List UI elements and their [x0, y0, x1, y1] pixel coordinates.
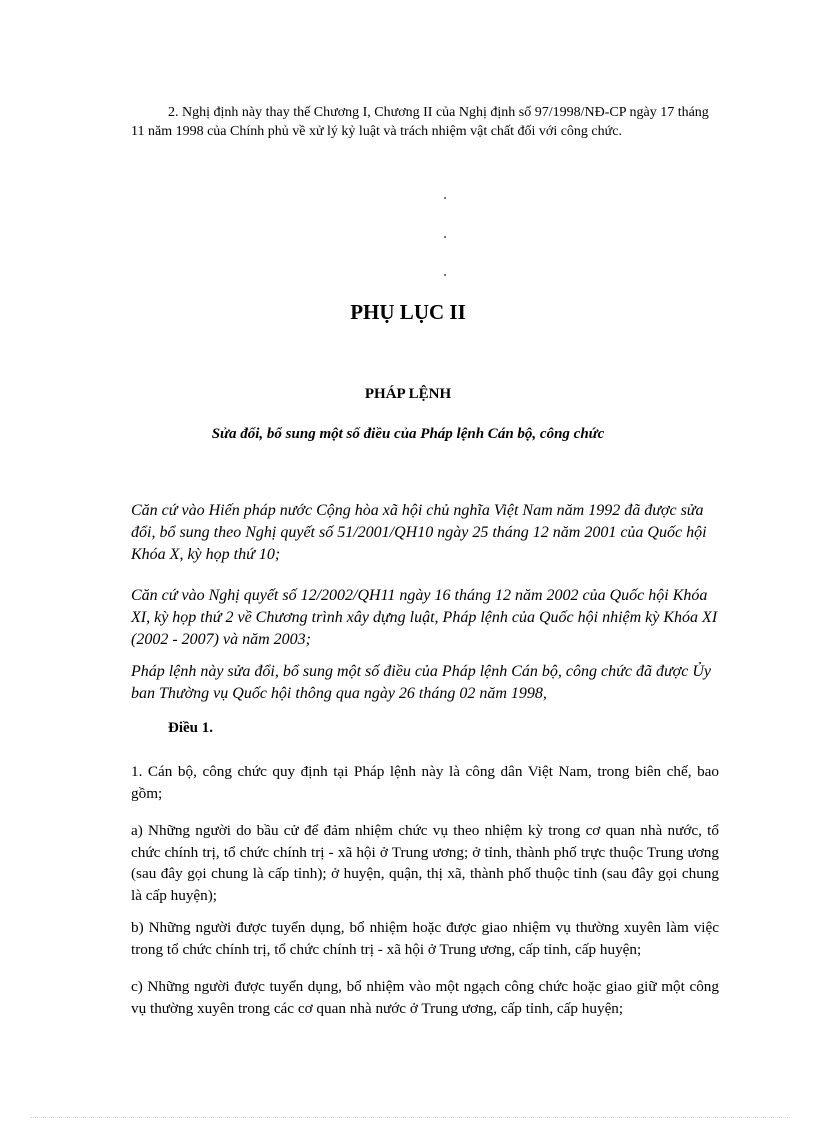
- article-1-heading-block: [131, 720, 719, 737]
- intro-text: 2. Nghị định này thay thế Chương I, Chương II của Nghị định số 97/1998/NĐ-CP ngày 17 tháng 11 năm 1998 của Chính phủ về xử lý kỷ luật và trách nhiệm vật chất đối với công chức.: [131, 105, 709, 139]
- preamble-text: Căn cứ vào Nghị quyết số 12/2002/QH11 ngày 16 tháng 12 năm 2002 của Quốc hội Khóa XI, kỳ họp thứ 2 về Chương trình xây dựng luật, Pháp lệnh của Quốc hội nhiệm kỳ Khóa XI (2002 - 2007) và năm 2003;: [131, 587, 718, 648]
- ordinance-title: PHÁP LỆNH: [364, 386, 452, 402]
- clause-text: 1. Cán bộ, công chức quy định tại Pháp lệnh này là công dân Việt Nam, trong biên chế, bao gồm;: [131, 763, 719, 802]
- appendix-title: PHỤ LỤC II: [350, 300, 466, 324]
- separator-dot: [444, 236, 446, 238]
- preamble-2: [131, 585, 719, 651]
- intro-paragraph: [131, 103, 719, 141]
- separator-dot: [444, 274, 446, 276]
- clause-text: a) Những người do bầu cử để đảm nhiệm chức vụ theo nhiệm kỳ trong cơ quan nhà nước, tổ chức chính trị, tổ chức chính trị - xã hội ở Trung ương; ở tỉnh, thành phố trực thuộc Trung ương (sau đây gọi chung là cấp tỉnh); ở huyện, quận, thị xã, thành phố thuộc tỉnh (sau đây gọi chung là cấp huyện);: [131, 822, 719, 904]
- preamble-1: [131, 500, 719, 566]
- preamble-text: Pháp lệnh này sửa đổi, bổ sung một số điều của Pháp lệnh Cán bộ, công chức đã được Ủy ban Thường vụ Quốc hội thông qua ngày 26 tháng 02 năm 1998,: [131, 663, 711, 702]
- article-heading: Điều 1.: [168, 720, 213, 736]
- clause-a: [131, 820, 719, 906]
- clause-text: c) Những người được tuyển dụng, bổ nhiệm vào một ngạch công chức hoặc giao giữ một công vụ thường xuyên trong các cơ quan nhà nước ở Trung ương, cấp tỉnh, cấp huyện;: [131, 978, 719, 1017]
- separator-dot: [444, 197, 446, 199]
- clause-c: [131, 976, 719, 1019]
- clause-text: b) Những người được tuyển dụng, bổ nhiệm hoặc được giao nhiệm vụ thường xuyên làm việc trong tổ chức chính trị, tổ chức chính trị - xã hội ở Trung ương, cấp tỉnh, cấp huyện;: [131, 919, 719, 958]
- preamble-3: [131, 661, 719, 705]
- page-bottom-rule: [30, 1117, 790, 1118]
- ordinance-subtitle: Sửa đổi, bổ sung một số điều của Pháp lệnh Cán bộ, công chức: [211, 426, 605, 442]
- clause-b: [131, 917, 719, 960]
- clause-1: [131, 761, 719, 804]
- preamble-text: Căn cứ vào Hiến pháp nước Cộng hòa xã hội chủ nghĩa Việt Nam năm 1992 đã được sửa đổi, bổ sung theo Nghị quyết số 51/2001/QH10 ngày 25 tháng 12 năm 2001 của Quốc hội Khóa X, kỳ họp thứ 10;: [131, 502, 707, 563]
